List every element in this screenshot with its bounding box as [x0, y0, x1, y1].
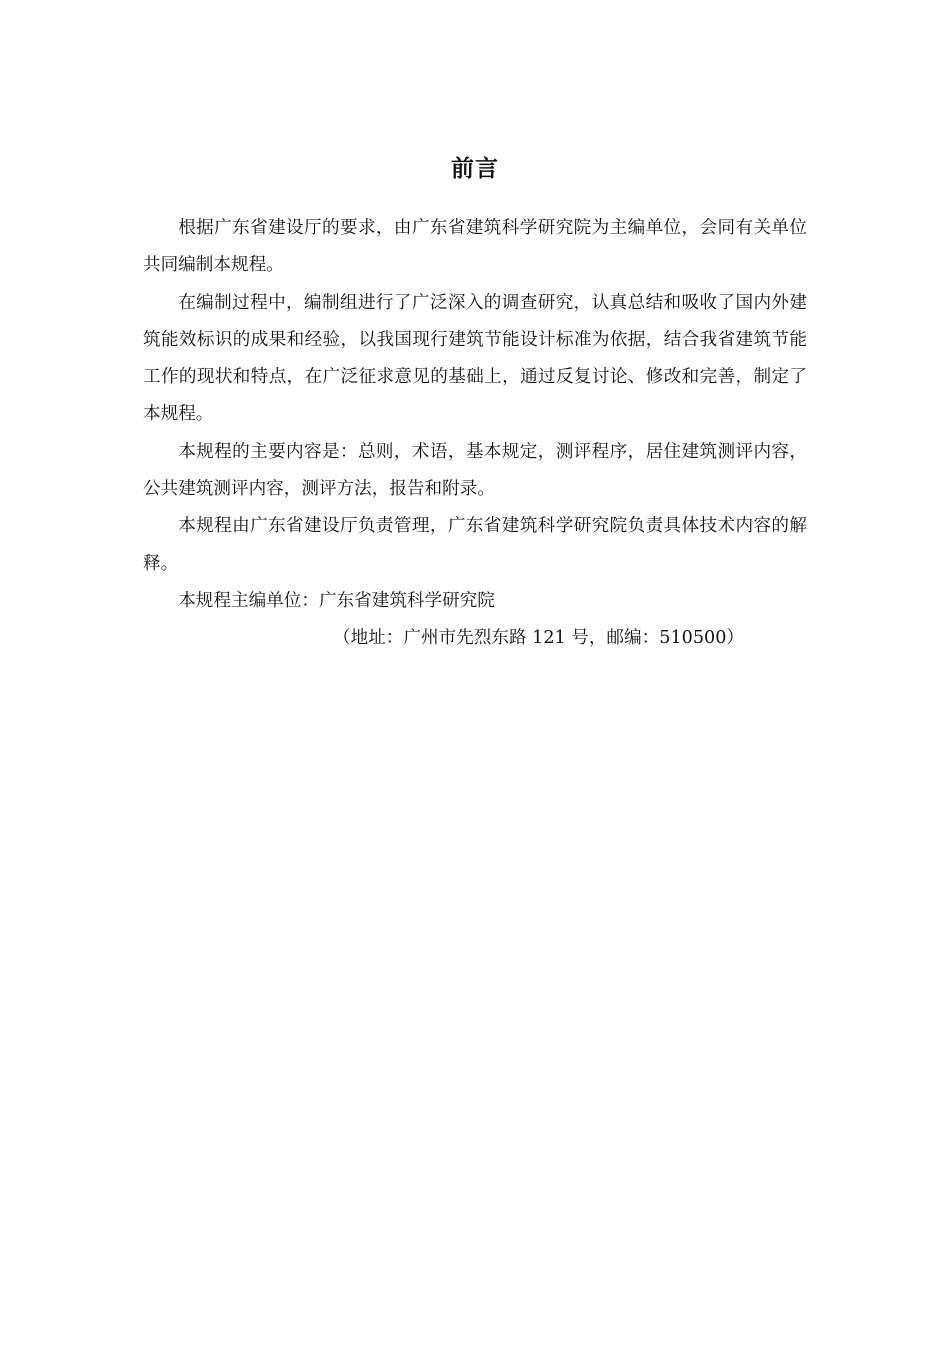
preface-body	[143, 210, 807, 658]
paragraph-5-editor-unit: 本规程主编单位：广东省建筑科学研究院	[178, 590, 495, 611]
paragraph-4: 本规程由广东省建设厅负责管理，广东省建筑科学研究院负责具体技术内容的解释。	[143, 516, 807, 574]
paragraph-2: 在编制过程中，编制组进行了广泛深入的调查研究，认真总结和吸收了国内外建筑能效标识的成果和经验，以我国现行建筑节能设计标准为依据，结合我省建筑节能工作的现状和特点，在广泛征求意见的基础上，通过反复讨论、修改和完善，制定了本规程。	[143, 292, 807, 425]
editor-address: （地址：广州市先烈东路 121 号，邮编：510500）	[333, 628, 745, 649]
paragraph-3: 本规程的主要内容是：总则，术语，基本规定，测评程序，居住建筑测评内容，公共建筑测评内容，测评方法，报告和附录。	[143, 441, 807, 500]
paragraph-1: 根据广东省建设厅的要求，由广东省建筑科学研究院为主编单位，会同有关单位共同编制本规程。	[143, 218, 807, 276]
page-title: 前言	[451, 156, 499, 182]
